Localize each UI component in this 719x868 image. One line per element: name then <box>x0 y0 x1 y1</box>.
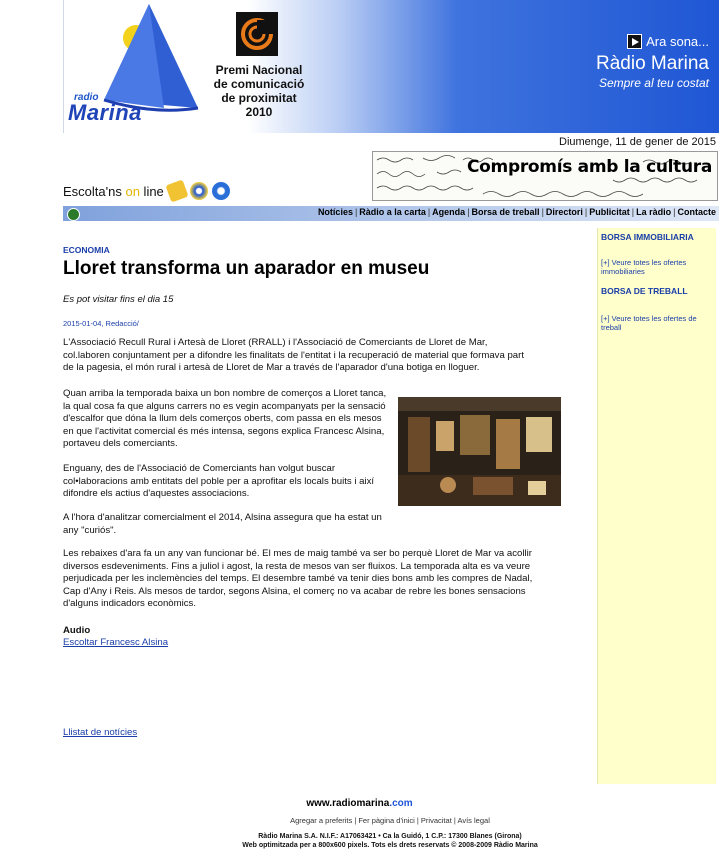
station-name: Ràdio Marina <box>596 53 709 74</box>
award-line: de proximitat <box>221 91 297 105</box>
listen-text: Escolta'ns <box>63 183 122 199</box>
footer-legal-line: Ràdio Marina S.A. N.I.F.: A17063421 • Ca la Guidó, 1 C.P.: 17300 Blanes (Girona) <box>258 833 522 840</box>
footer-legal-line: Web optimitzada per a 800x600 pixels. Tots els drets reservats © 2008-2009 Ràdio Marina <box>242 842 538 849</box>
now-playing-label: Ara sona... <box>646 34 709 49</box>
home-icon[interactable] <box>67 208 80 221</box>
award-title <box>194 63 324 119</box>
article-paragraph: A l'hora d'analitzar comercialment el 2014, Alsina assegura que ha estat un any "curiós". <box>63 512 382 536</box>
radio-marina-logo[interactable] <box>64 0 204 133</box>
nav-item-noticies[interactable]: Notícies <box>317 207 353 217</box>
listen-online[interactable] <box>63 182 230 200</box>
jobs-link[interactable]: [+] Veure totes les ofertes de treball <box>601 314 697 332</box>
logo-radio-text: radio <box>74 92 99 103</box>
footer-legal <box>0 832 719 850</box>
header-banner <box>63 0 719 133</box>
real-estate-title[interactable]: BORSA IMMOBILIARIA <box>601 232 694 242</box>
current-date: Diumenge, 11 de gener de 2015 <box>559 136 716 148</box>
article-paragraph: Enguany, des de l'Associació de Comerciants han volgut buscar col•laboracions amb entitats del poble per a aprofitar els locals buits i així difondre els actius d'aquestes associacions. <box>63 463 375 499</box>
award-logo-icon <box>236 12 278 56</box>
listen-text: line <box>139 183 164 199</box>
article-paragraph: Les rebaixes d'ara fa un any van funcionar bé. El mes de maig també va ser bo perquè Lloret de Mar va acollir diversos esdeveniments. Fins a juliol i agost, la resta de mesos van ser fluixos. La temporada alta es va veure perjudicada per les inclemències del temps. El desembre també va tenir dies bons amb les compres de Nadal, Cap d'Any i Reis. Als mesos de tardor, segons Alsina, el comerç no va acabar de rebre les bones sensacions d'alguns indicadors econòmics. <box>63 548 533 609</box>
nav-item-borsa-de-treball[interactable]: Borsa de treball <box>471 207 540 217</box>
now-playing-button[interactable] <box>627 34 709 49</box>
footer-site[interactable] <box>0 798 719 809</box>
sidebar <box>597 228 716 784</box>
main-nav <box>63 206 719 221</box>
windows-media-icon[interactable] <box>190 182 208 200</box>
footer-links[interactable]: Agregar a preferits | Fer pàgina d'inici | Privacitat | Avís legal <box>290 816 490 825</box>
award-line: de comunicació <box>213 77 305 91</box>
article-title: Lloret transforma un aparador en museu <box>63 258 430 279</box>
jobs-title[interactable]: BORSA DE TREBALL <box>601 286 688 296</box>
footer-site-name: www.radiomarina <box>306 798 390 809</box>
section-label[interactable]: ECONOMIA <box>63 245 110 255</box>
article-subtitle: Es pot visitar fins el dia 15 <box>63 294 174 305</box>
play-icon <box>627 34 642 49</box>
nav-links: Notícies | Ràdio a la carta | Agenda | Borsa de treball | Directori | Publicitat | La ràdio | Contacte <box>317 207 716 217</box>
winamp-icon[interactable] <box>165 179 188 202</box>
shop-window-image-icon <box>398 397 561 506</box>
nav-item-radio-a-la-carta[interactable]: Ràdio a la carta <box>359 207 426 217</box>
award-line: 2010 <box>245 105 273 119</box>
nav-item-publicitat[interactable]: Publicitat <box>589 207 630 217</box>
audio-link[interactable]: Escoltar Francesc Alsina <box>63 637 169 648</box>
culture-title: Compromís amb la cultura <box>467 157 713 177</box>
audio-label: Audio <box>63 625 91 636</box>
article-paragraph: L'Associació Recull Rural i Artesà de Lloret (RRALL) i l'Associació de Comerciants de Lloret de Mar, col.laboren conjuntament per a difondre les finalitats de l'entitat i la recuperació de material que formava part de la pagesia, el món rural i artesà de Lloret de Mar a través de l'aparador d'una botiga en lloguer. <box>63 337 524 373</box>
listen-on-text: on <box>125 183 140 199</box>
nav-item-contacte[interactable]: Contacte <box>677 207 716 217</box>
news-list-link[interactable]: Llistat de notícies <box>63 727 138 738</box>
article-paragraph: Quan arriba la temporada baixa un bon nombre de comerços a Lloret tanca, la qual cosa fa que alguns carrers no es vegin acompanyats per la sensació d'escalfor que dóna la llum dels comerços oberts, com passa en els mesos en que l'activitat comercial és més intensa, segons explica Francesc Alsina, portaveu dels comerciants. <box>63 388 387 449</box>
listen-online-label <box>63 184 164 199</box>
award-line: Premi Nacional <box>215 63 303 77</box>
nav-item-agenda[interactable]: Agenda <box>432 207 466 217</box>
article-dateline: 2015-01-04, Redacció/ <box>63 319 139 328</box>
nav-item-directori[interactable]: Directori <box>545 207 583 217</box>
nav-item-la-radio[interactable]: La ràdio <box>636 207 672 217</box>
article-photo <box>398 397 561 506</box>
realplayer-icon[interactable] <box>212 182 230 200</box>
footer-site-tld: .com <box>389 798 413 809</box>
real-estate-link[interactable]: [+] Veure totes les ofertes immobiliaries <box>601 258 687 276</box>
logo-marina-text: Marina <box>68 100 142 125</box>
station-tagline: Sempre al teu costat <box>598 76 709 90</box>
culture-banner[interactable] <box>372 151 718 201</box>
